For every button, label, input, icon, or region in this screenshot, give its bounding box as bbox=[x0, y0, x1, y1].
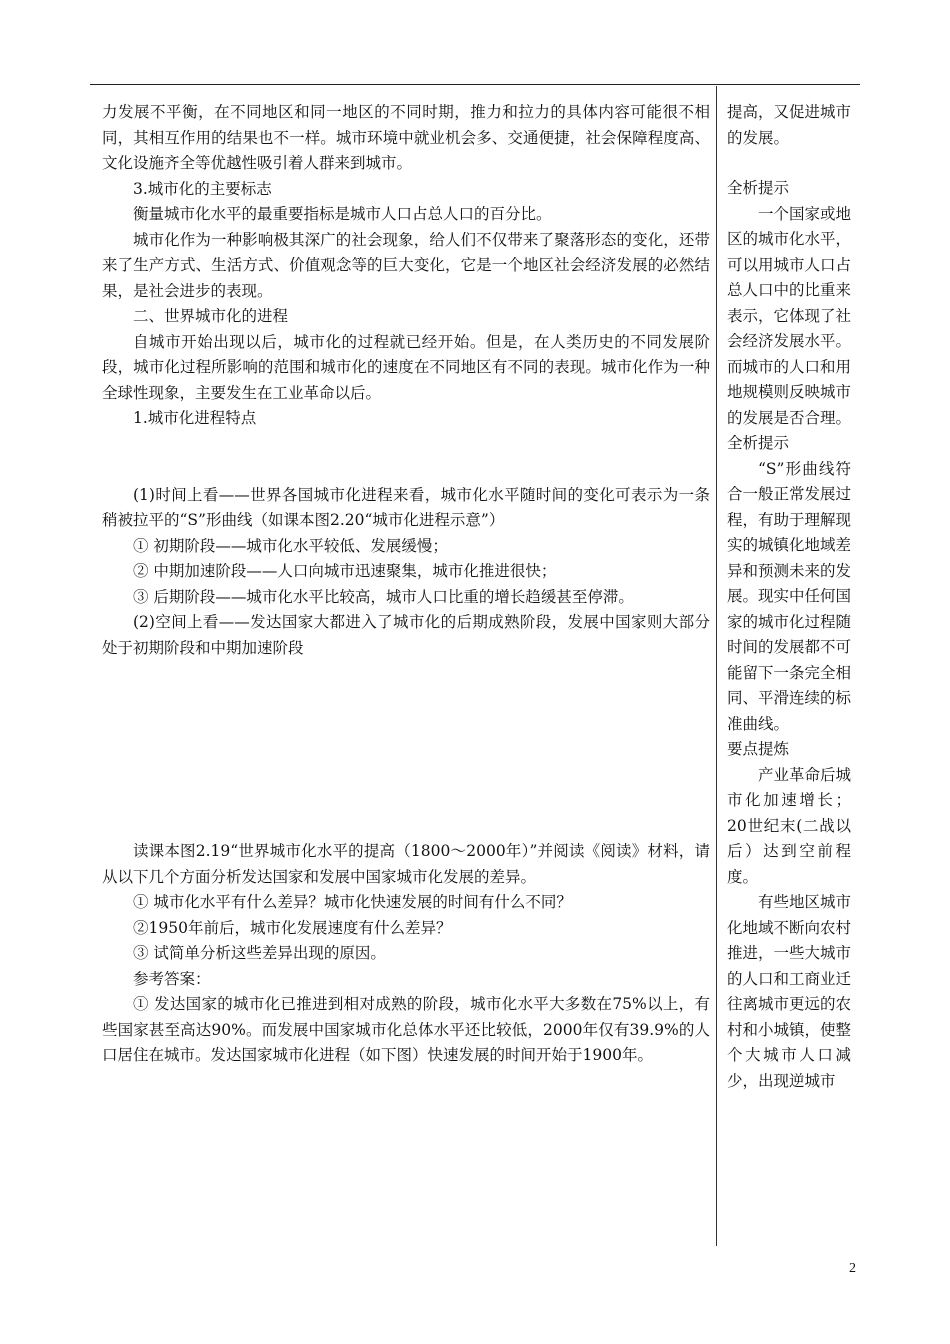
paragraph-history: 自城市开始出现以后，城市化的过程就已经开始。但是，在人类历史的不同发展阶段，城市化过程所影响的范围和城市化的速度在不同地区有不同的表现。城市化作为一种全球性现象，主要发生在工业革命以后。 bbox=[102, 332, 710, 402]
main-column bbox=[102, 100, 710, 1069]
question-3: ③ 试简单分析这些差异出现的原因。 bbox=[133, 944, 386, 962]
side-note-counter-urbanization: 有些地区城市化地域不断向农村推进，一些大城市的人口和工商业迁往离城市更远的农村和小城镇，使整个大城市人口减少，出现逆城市 bbox=[727, 893, 852, 1090]
paragraph-indicator: 衡量城市化水平的最重要指标是城市人口占总人口的百分比。 bbox=[133, 205, 552, 223]
header-rule bbox=[90, 84, 860, 85]
heading-urbanization-indicator: 3.城市化的主要标志 bbox=[133, 179, 272, 198]
heading-world-urbanization: 二、世界城市化的进程 bbox=[133, 307, 289, 325]
list-item-acceleration-stage: ② 中期加速阶段——人口向城市迅速聚集，城市化推进很快； bbox=[133, 562, 557, 580]
side-note-s-curve: “S”形曲线符合一般正常发展过程，有助于理解现实的城镇化地域差异和预测未来的发展。现实中任何国家的城市化过程随时间的发展都不可能留下一条完全相同、平滑连续的标准曲线。 bbox=[727, 459, 852, 733]
answer-label: 参考答案： bbox=[133, 969, 211, 988]
side-note-industrial-revolution: 产业革命后城市化加速增长；20世纪末(二战以后）达到空前程度。 bbox=[727, 765, 852, 886]
paragraph-time-aspect: (1)时间上看——世界各国城市化进程来看，城市化水平随时间的变化可表示为一条稍被拉平的“S”形曲线（如课本图2.20“城市化进程示意”） bbox=[102, 485, 710, 529]
side-note-continued: 提高，又促进城市的发展。 bbox=[727, 103, 852, 147]
side-column bbox=[727, 100, 851, 1094]
list-item-initial-stage: ① 初期阶段——城市化水平较低、发展缓慢； bbox=[133, 536, 448, 555]
list-item-late-stage: ③ 后期阶段——城市化水平比较高，城市人口比重的增长趋缓甚至停滞。 bbox=[133, 587, 634, 606]
spacer bbox=[102, 432, 710, 483]
answer-1: ① 发达国家的城市化已推进到相对成熟的阶段，城市化水平大多数在75%以上，有些国家甚至高达90%。而发展中国家城市化总体水平还比较低，2000年仅有39.9%的人口居住在城市。发达国家城市化进程（如下图）快速发展的时间开始于1900年。 bbox=[102, 995, 710, 1064]
spacer bbox=[102, 661, 710, 839]
column-divider bbox=[716, 86, 717, 1246]
side-heading-analysis-2: 全析提示 bbox=[727, 434, 790, 452]
heading-process-features: 1.城市化进程特点 bbox=[133, 409, 257, 427]
paragraph-space-aspect: (2)空间上看——发达国家大都进入了城市化的后期成熟阶段，发展中国家则大部分处于初期阶段和中期加速阶段 bbox=[102, 613, 710, 657]
paragraph-reading-task: 读课本图2.19“世界城市化水平的提高（1800～2000年）”并阅读《阅读》材料，请从以下几个方面分析发达国家和发展中国家城市化发展的差异。 bbox=[102, 842, 710, 886]
question-2: ②1950年前后，城市化发展速度有什么差异？ bbox=[133, 918, 452, 937]
question-1: ① 城市化水平有什么差异？城市化快速发展的时间有什么不同？ bbox=[133, 893, 572, 911]
paragraph-push-pull: 力发展不平衡，在不同地区和同一地区的不同时期，推力和拉力的具体内容可能很不相同，其相互作用的结果也不一样。城市环境中就业机会多、交通便捷，社会保障程度高、文化设施齐全等优越性吸引着人群来到城市。 bbox=[102, 103, 710, 172]
side-note-urbanization-level: 一个国家或地区的城市化水平，可以用城市人口占总人口中的比重来表示，它体现了社会经济发展水平。而城市的人口和用地规模则反映城市的发展是否合理。 bbox=[727, 204, 852, 427]
page-number: 2 bbox=[849, 1261, 856, 1276]
spacer bbox=[727, 151, 851, 176]
paragraph-social-phenomenon: 城市化作为一种影响极其深广的社会现象，给人们不仅带来了聚落形态的变化，还带来了生产方式、生活方式、价值观念等的巨大变化，它是一个地区社会经济发展的必然结果，是社会进步的表现。 bbox=[102, 230, 710, 300]
side-heading-key-points: 要点提炼 bbox=[727, 740, 790, 758]
side-heading-analysis-1: 全析提示 bbox=[727, 179, 790, 197]
